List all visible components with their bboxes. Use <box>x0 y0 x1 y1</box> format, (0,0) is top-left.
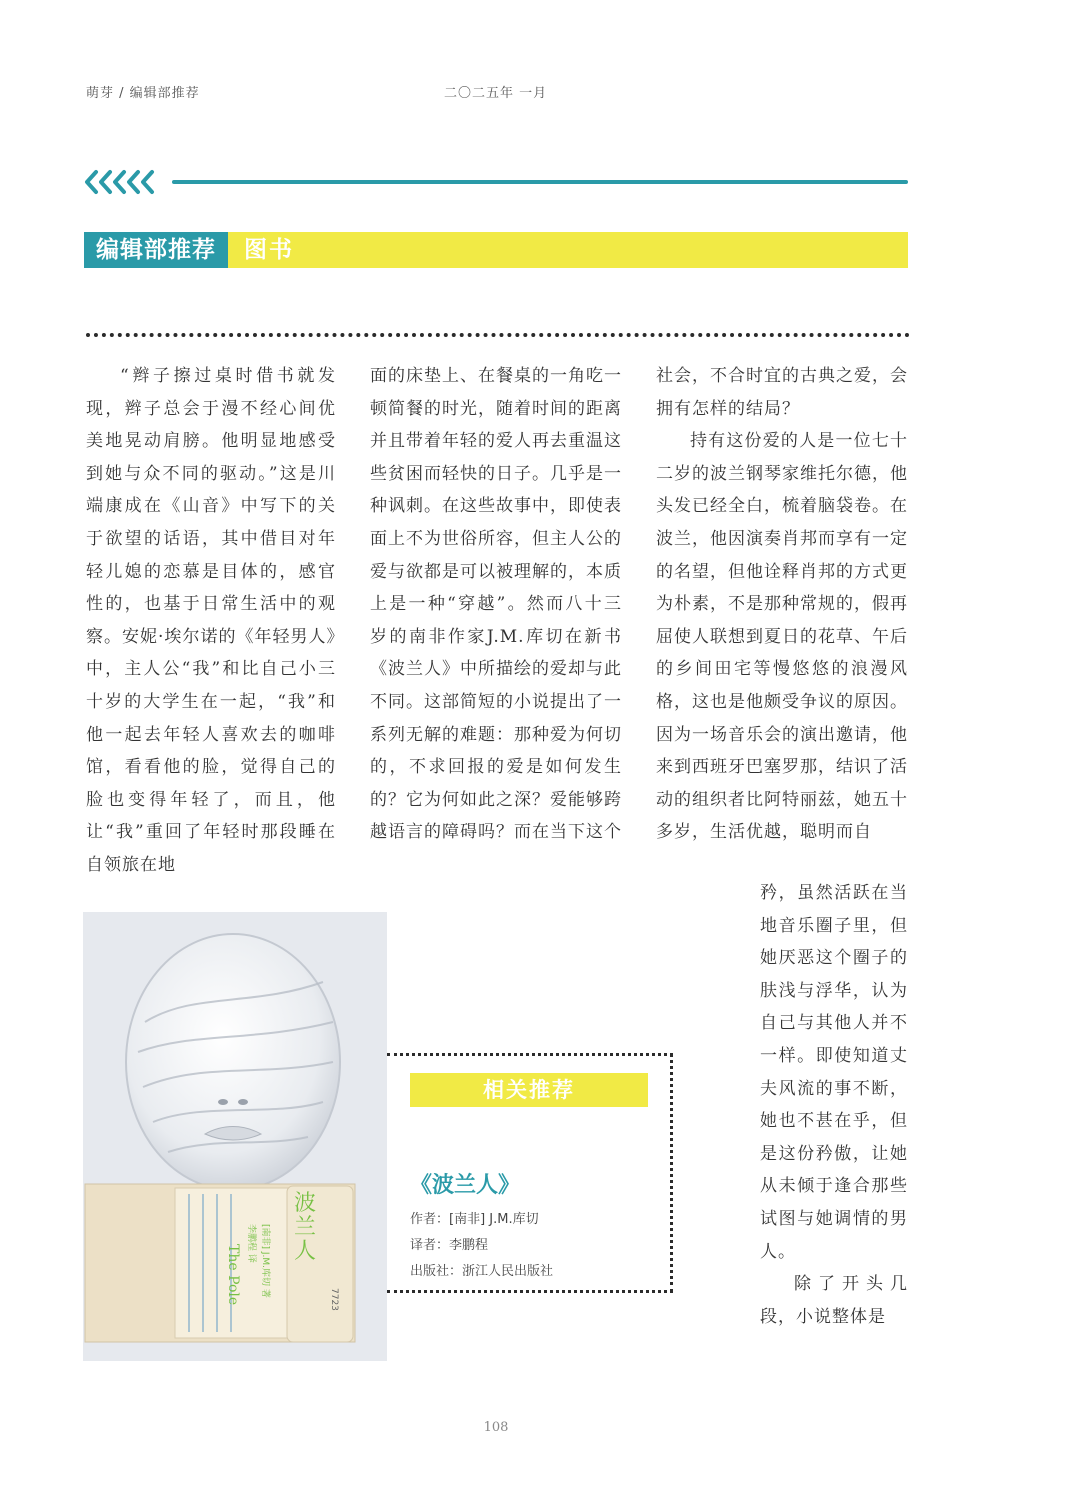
article-paragraph: “辫子擦过桌时借书就发现，辫子总会于漫不经心间优美地晃动肩膀。他明显地感受到她与众不同的驱动。”这是川端康成在《山音》中写下的关于欲望的话语，其中借目对年轻儿媳的恋慕是目体的，感官性的，也基于日常生活中的观察。安妮·埃尔诺的《年轻男人》中，主人公“我”和比自己小三十岁的大学生在一起，“我”和他一起去年轻人喜欢去的咖啡馆，看看他的脸，觉得自己的脸也变得年轻了，而且，他让“我”重回了年轻时那段睡在自领旅在地 <box>86 366 336 875</box>
section-category: 图书 <box>244 237 294 263</box>
cover-code: 7723 <box>329 1288 339 1311</box>
cover-title-english: The Pole <box>225 1244 241 1306</box>
running-header-section: 萌芽 / 编辑部推荐 <box>86 86 200 101</box>
article-paragraph: 除了开头几段，小说整体是 <box>760 1274 908 1327</box>
article-paragraph: 持有这份爱的人是一位七十二岁的波兰钢琴家维托尔德，他头发已经全白，梳着脑袋卷。在波兰，他因演奏肖邦而享有一定的名望，但他诠释肖邦的方式更为朴素，不是那种常规的，假再屈使人联想到夏日的花草、午后的乡间田宅等慢悠悠的浪漫风格，这也是他颇受争议的原因。因为一场音乐会的演出邀请，他来到西班牙巴塞罗那，结识了活动的组织者比阿特丽兹，她五十多岁，生活优越，聪明而自 <box>656 431 908 843</box>
article-paragraph: 矜，虽然活跃在当地音乐圈子里，但她厌恶这个圈子的肤浅与浮华，认为自己与其他人并不一样。即使知道丈夫风流的事不断，她也不甚在乎，但是这份矜傲，让她从未倾于逢合那些试图与她调情的男人。 <box>760 883 908 1262</box>
section-label: 编辑部推荐 <box>84 232 228 268</box>
chevron-left-icon <box>84 168 164 196</box>
article-column-3 <box>656 360 908 849</box>
running-header-date: 二〇二五年 一月 <box>444 86 548 101</box>
related-book-title: 《波兰人》 <box>410 1173 521 1198</box>
article-column-2 <box>370 360 622 849</box>
cover-author: [南非] J.M.库切 著 <box>260 1224 270 1298</box>
related-label: 相关推荐 <box>410 1073 648 1107</box>
cover-translator: 李鹏程 译 <box>246 1224 256 1263</box>
dotted-divider <box>86 333 910 337</box>
page-number: 108 <box>483 1420 509 1435</box>
article-column-3-continued <box>760 877 908 1333</box>
article-paragraph: 面的床垫上、在餐桌的一角吃一顿简餐的时光，随着时间的距离并且带着年轻的爱人再去重温这些贫困而轻快的日子。几乎是一种讽刺。在这些故事中，即使表面上不为世俗所容，但主人公的爱与欲都是可以被理解的，本质上是一种“穿越”。然而八十三岁的南非作家J.M.库切在新书《波兰人》中所描绘的爱却与此不同。这部简短的小说提出了一系列无解的难题：那种爱为何切的，不求回报的爱是如何发生的？它为何如此之深？爱能够跨越语言的障碍吗？而在当下这个 <box>370 366 622 843</box>
related-book-translator: 译者：李鹏程 <box>410 1238 489 1253</box>
article-paragraph: 社会，不合时宜的古典之爱，会拥有怎样的结局？ <box>656 366 908 419</box>
header-divider <box>172 180 908 184</box>
related-book-publisher: 出版社：浙江人民出版社 <box>410 1264 554 1279</box>
article-column-1 <box>86 360 336 882</box>
book-cover-image <box>83 912 387 1361</box>
related-book-author: 作者：[南非] J.M.库切 <box>410 1212 539 1227</box>
cover-title: 波兰人 <box>294 1191 317 1264</box>
